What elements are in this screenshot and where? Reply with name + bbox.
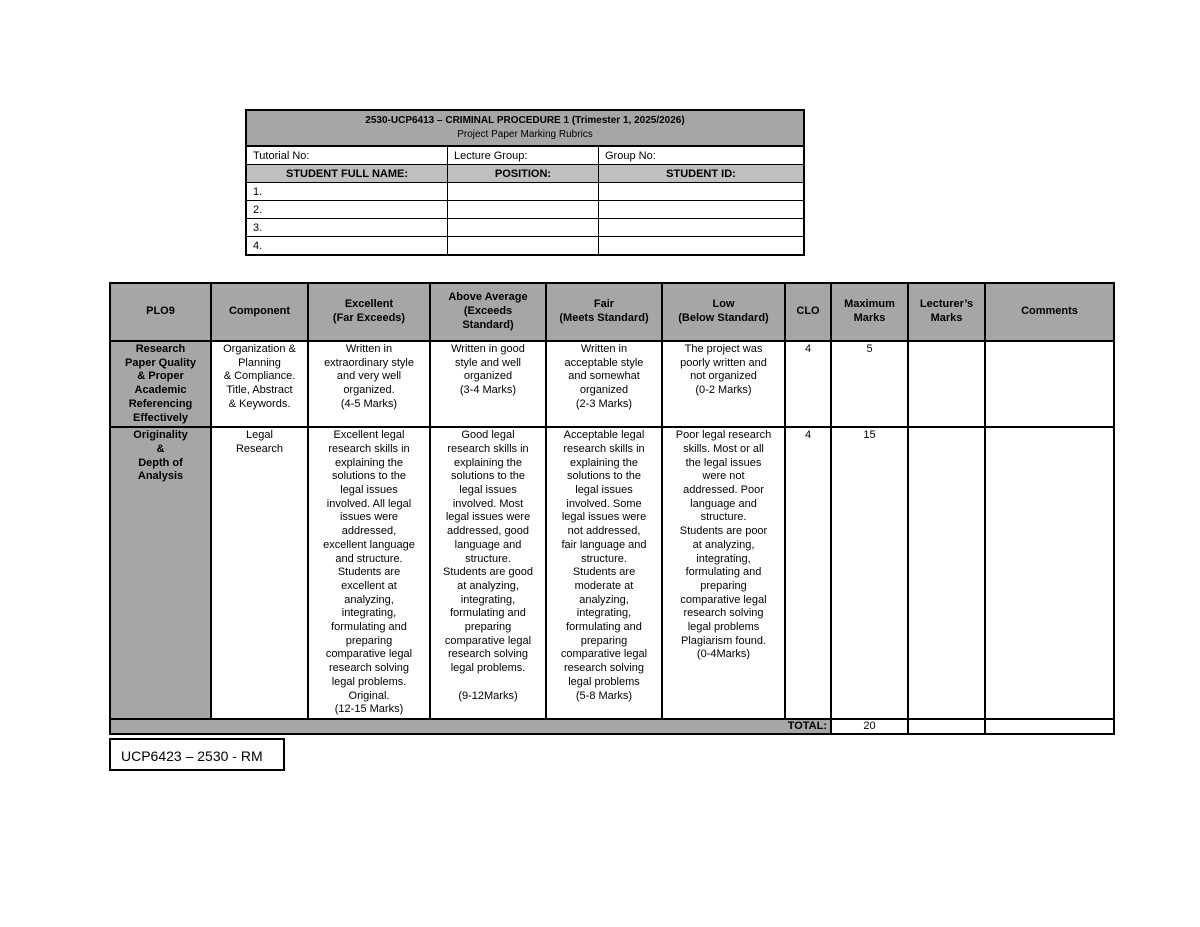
- total-value: 20: [831, 719, 908, 734]
- above-average-cell: Good legal research skills in explaining the solutions to the legal issues involved. Most legal issues were addressed, good language and structure. Students are good at analyzing, integrating, formulating and preparing comparative legal research solving legal problems. (9-12Marks): [430, 427, 546, 719]
- student-info-table: [245, 109, 805, 256]
- lecture-group-field[interactable]: Lecture Group:: [448, 146, 599, 165]
- student-id-header: STUDENT ID:: [599, 165, 805, 183]
- excellent-cell: Written in extraordinary style and very well organized. (4-5 Marks): [308, 341, 430, 427]
- excellent-cell: Excellent legal research skills in explaining the solutions to the legal issues involved. All legal issues were addressed, excellent language and structure. Students are excellent at analyzing, integrating, formulating and preparing comparative legal research solving legal problems. Original. (12-15 Marks): [308, 427, 430, 719]
- tutorial-no-field[interactable]: Tutorial No:: [246, 146, 448, 165]
- rubric-row: [110, 341, 1114, 427]
- rubric-subtitle: Project Paper Marking Rubrics: [457, 129, 593, 140]
- clo-cell: 4: [785, 341, 831, 427]
- fair-cell: Acceptable legal research skills in explaining the solutions to the legal issues involved. Some legal issues were not addressed, fair language and structure. Students are moderate at analyzing, integrating, formulating and preparing comparative legal research solving legal problems (5-8 Marks): [546, 427, 662, 719]
- lecturer-marks-header: Lecturer’s Marks: [908, 283, 985, 341]
- rubric-row: [110, 427, 1114, 719]
- plo-header: PLO9: [110, 283, 211, 341]
- clo-header: CLO: [785, 283, 831, 341]
- position-cell[interactable]: [448, 201, 599, 219]
- student-row: [246, 201, 804, 219]
- rubric-title: [246, 110, 804, 146]
- position-cell[interactable]: [448, 237, 599, 256]
- component-header: Component: [211, 283, 308, 341]
- course-title: 2530-UCP6413 – CRIMINAL PROCEDURE 1 (Trimester 1, 2025/2026): [365, 115, 685, 126]
- student-id-cell[interactable]: [599, 201, 805, 219]
- above-average-header: Above Average (Exceeds Standard): [430, 283, 546, 341]
- component-cell: Legal Research: [211, 427, 308, 719]
- total-label: TOTAL:: [110, 719, 831, 734]
- position-cell[interactable]: [448, 183, 599, 201]
- maximum-marks-header: Maximum Marks: [831, 283, 908, 341]
- student-name-header: STUDENT FULL NAME:: [246, 165, 448, 183]
- fair-header: Fair (Meets Standard): [546, 283, 662, 341]
- student-name-cell[interactable]: 4.: [246, 237, 448, 256]
- comments-cell[interactable]: [985, 427, 1114, 719]
- maximum-marks-cell: 5: [831, 341, 908, 427]
- student-name-cell[interactable]: 1.: [246, 183, 448, 201]
- group-no-field[interactable]: Group No:: [599, 146, 805, 165]
- low-header: Low (Below Standard): [662, 283, 785, 341]
- lecturer-marks-cell[interactable]: [908, 341, 985, 427]
- lecturer-marks-cell[interactable]: [908, 427, 985, 719]
- student-row: [246, 183, 804, 201]
- comments-cell[interactable]: [985, 341, 1114, 427]
- low-cell: Poor legal research skills. Most or all the legal issues were not addressed. Poor language and structure. Students are poor at analyzing, integrating, formulating and preparing comparative legal research solving legal problems Plagiarism found. (0-4Marks): [662, 427, 785, 719]
- student-name-cell[interactable]: 3.: [246, 219, 448, 237]
- fair-cell: Written in acceptable style and somewhat organized (2-3 Marks): [546, 341, 662, 427]
- marking-rubric-table: [109, 282, 1115, 735]
- total-row: [110, 719, 1114, 734]
- excellent-header: Excellent (Far Exceeds): [308, 283, 430, 341]
- component-cell: Organization & Planning & Compliance. Title, Abstract & Keywords.: [211, 341, 308, 427]
- plo-cell: Originality & Depth of Analysis: [110, 427, 211, 719]
- maximum-marks-cell: 15: [831, 427, 908, 719]
- student-id-cell[interactable]: [599, 237, 805, 256]
- student-row: [246, 237, 804, 256]
- student-id-cell[interactable]: [599, 183, 805, 201]
- student-id-cell[interactable]: [599, 219, 805, 237]
- student-name-cell[interactable]: 2.: [246, 201, 448, 219]
- above-average-cell: Written in good style and well organized (3-4 Marks): [430, 341, 546, 427]
- position-cell[interactable]: [448, 219, 599, 237]
- rubric-header-row: [110, 283, 1114, 341]
- document-code-box: UCP6423 – 2530 - RM: [109, 738, 285, 771]
- total-comments-cell[interactable]: [985, 719, 1114, 734]
- student-row: [246, 219, 804, 237]
- position-header: POSITION:: [448, 165, 599, 183]
- comments-header: Comments: [985, 283, 1114, 341]
- low-cell: The project was poorly written and not organized (0-2 Marks): [662, 341, 785, 427]
- clo-cell: 4: [785, 427, 831, 719]
- total-lecturer-marks-cell[interactable]: [908, 719, 985, 734]
- plo-cell: Research Paper Quality & Proper Academic Referencing Effectively: [110, 341, 211, 427]
